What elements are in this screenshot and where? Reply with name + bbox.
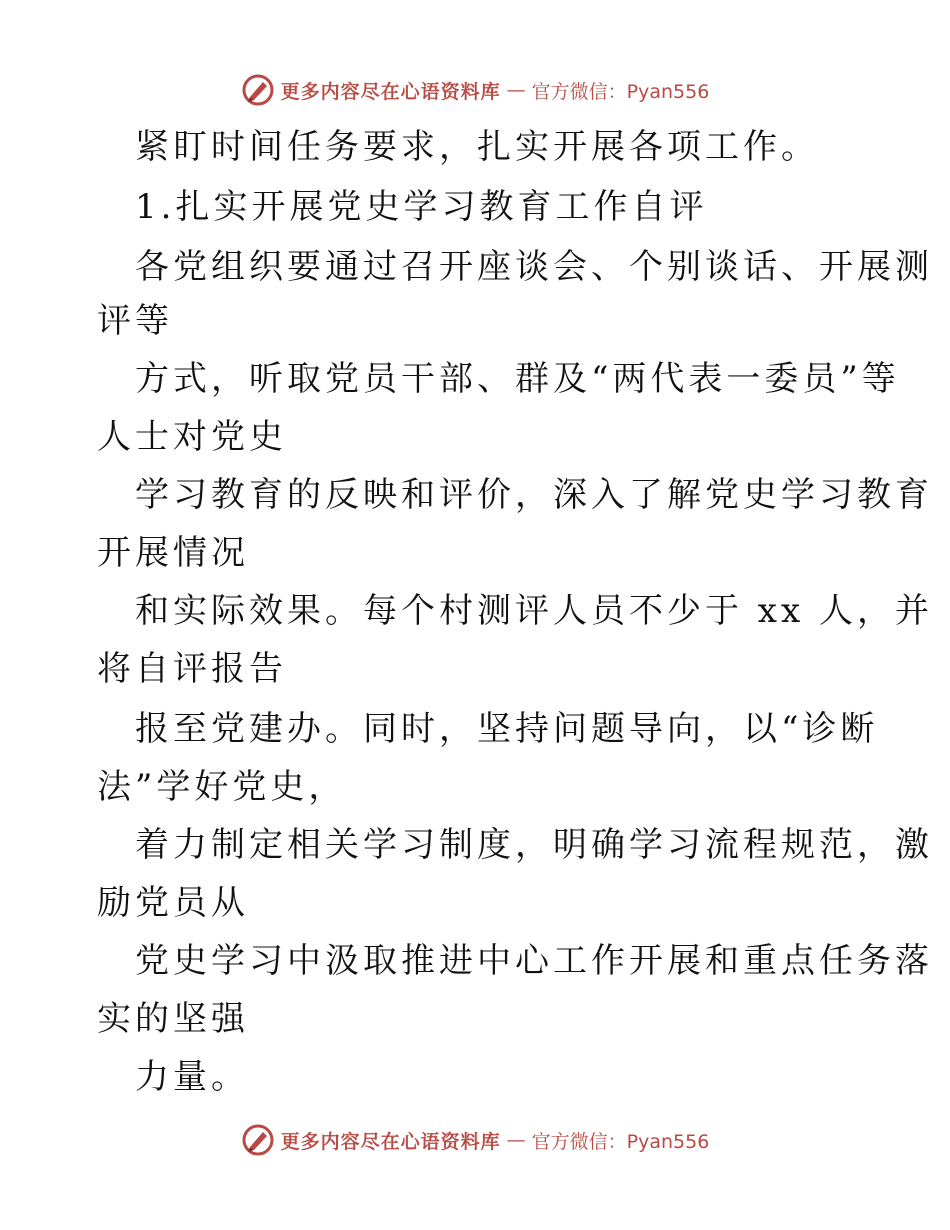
- header-watermark-banner: [0, 70, 950, 110]
- body-line: 各党组织要通过召开座谈会、个别谈话、开展测: [135, 247, 933, 287]
- body-line: 力量。: [135, 1057, 249, 1097]
- section-heading: 1.扎实开展党史学习教育工作自评: [135, 187, 708, 227]
- body-line: 开展情况: [97, 533, 249, 573]
- pen-nib-logo-icon: [241, 73, 275, 107]
- banner-separator: —: [506, 1129, 526, 1151]
- body-line: 励党员从: [97, 883, 249, 923]
- body-line: 人士对党史: [97, 417, 287, 457]
- pen-nib-logo-icon: [241, 1123, 275, 1157]
- body-line: 党史学习中汲取推进中心工作开展和重点任务落: [135, 941, 933, 981]
- body-line: 实的坚强: [97, 999, 249, 1039]
- banner-site-name: 更多内容尽在心语资料库: [280, 80, 501, 103]
- banner-wechat-contact: 官方微信：Pyan556: [531, 1130, 710, 1153]
- banner-site-name: 更多内容尽在心语资料库: [280, 1130, 501, 1153]
- body-line: 紧盯时间任务要求，扎实开展各项工作。: [135, 127, 819, 167]
- footer-watermark-banner: [0, 1120, 950, 1160]
- body-line: 法”学好党史，: [97, 767, 347, 807]
- body-line: 将自评报告: [97, 649, 287, 689]
- body-line: 评等: [97, 301, 173, 341]
- body-line: 方式，听取党员干部、群及“两代表一委员”等: [135, 359, 900, 399]
- body-line: 报至党建办。同时，坚持问题导向，以“诊断: [135, 709, 879, 749]
- banner-wechat-contact: 官方微信：Pyan556: [531, 80, 710, 103]
- banner-separator: —: [506, 79, 526, 101]
- body-line: 和实际效果。每个村测评人员不少于 xx 人，并: [135, 591, 933, 631]
- body-line: 着力制定相关学习制度，明确学习流程规范，激: [135, 825, 933, 865]
- body-line: 学习教育的反映和评价，深入了解党史学习教育: [135, 475, 933, 515]
